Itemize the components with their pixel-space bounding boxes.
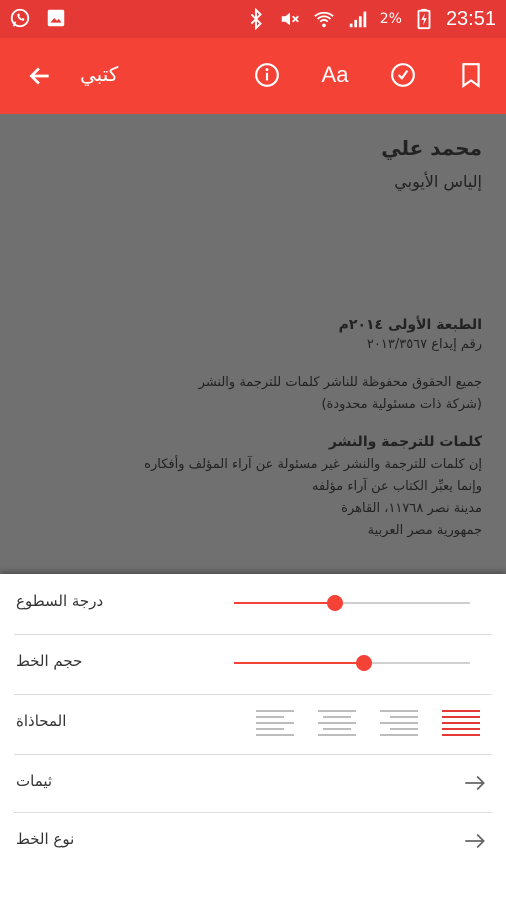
alignment-label: المحاذاة bbox=[16, 712, 67, 730]
align-center-button[interactable] bbox=[318, 706, 356, 740]
brightness-row bbox=[0, 574, 506, 632]
publisher-info bbox=[22, 454, 482, 542]
author-subtitle: إلياس الأيوبي bbox=[394, 172, 482, 191]
wifi-icon bbox=[312, 7, 336, 31]
mute-icon bbox=[278, 7, 302, 31]
slider-thumb[interactable] bbox=[327, 595, 343, 611]
rights-text bbox=[22, 372, 482, 416]
info-icon bbox=[254, 62, 280, 88]
edition-line: الطبعة الأولى ٢٠١٤م bbox=[338, 317, 482, 333]
gallery-icon bbox=[44, 6, 68, 30]
arrow-right-icon bbox=[462, 770, 488, 796]
brightness-slider[interactable] bbox=[234, 593, 470, 613]
clock-button[interactable] bbox=[386, 58, 420, 92]
themes-label: ثيمات bbox=[16, 772, 53, 790]
back-button[interactable] bbox=[22, 58, 58, 94]
alignment-row bbox=[0, 694, 506, 752]
slider-fill bbox=[234, 662, 364, 664]
arrow-right-icon bbox=[462, 828, 488, 854]
app-bar bbox=[0, 38, 506, 114]
author-name: محمد علي bbox=[381, 136, 482, 160]
bookmark-button[interactable] bbox=[454, 58, 488, 92]
bluetooth-icon bbox=[244, 7, 268, 31]
font-size-button[interactable] bbox=[318, 58, 352, 92]
info-button[interactable] bbox=[250, 58, 284, 92]
brightness-label: درجة السطوع bbox=[16, 592, 104, 610]
themes-row[interactable] bbox=[0, 754, 506, 812]
font-type-row[interactable] bbox=[0, 812, 506, 870]
publisher-line: جمهورية مصر العربية bbox=[367, 523, 482, 538]
font-size-icon: Aa bbox=[321, 62, 349, 87]
align-left-button[interactable] bbox=[256, 706, 294, 740]
slider-fill bbox=[234, 602, 335, 604]
signal-icon bbox=[346, 7, 370, 31]
reader-settings-panel bbox=[0, 574, 506, 900]
status-bar bbox=[0, 0, 506, 38]
book-page[interactable] bbox=[0, 114, 506, 574]
rights-line: جميع الحقوق محفوظة للناشر كلمات للترجمة والنشر bbox=[198, 375, 482, 390]
font-size-slider[interactable] bbox=[234, 653, 470, 673]
font-size-row bbox=[0, 634, 506, 692]
battery-percent: 2% bbox=[379, 11, 402, 27]
publisher-name: كلمات للترجمة والنشر bbox=[328, 434, 482, 450]
battery-charging-icon bbox=[412, 7, 436, 31]
font-size-label: حجم الخط bbox=[16, 652, 83, 670]
rights-line: (شركة ذات مسئولية محدودة) bbox=[321, 397, 482, 412]
app-title: كتبي bbox=[80, 62, 119, 86]
bookmark-icon bbox=[460, 62, 482, 88]
publisher-line: إن كلمات للترجمة والنشر غير مسئولة عن آراء المؤلف وأفكاره bbox=[144, 457, 482, 472]
clock-icon bbox=[390, 62, 416, 88]
clock-time: 23:51 bbox=[445, 7, 496, 30]
slider-thumb[interactable] bbox=[356, 655, 372, 671]
align-justify-button[interactable] bbox=[442, 706, 480, 740]
deposit-number: رقم إيداع ٢٠١٣/٣٥٦٧ bbox=[366, 337, 482, 352]
arrow-left-icon bbox=[27, 63, 53, 89]
publisher-line: مدينة نصر ١١٧٦٨، القاهرة bbox=[341, 501, 482, 516]
font-type-label: نوع الخط bbox=[16, 830, 75, 848]
align-right-button[interactable] bbox=[380, 706, 418, 740]
publisher-line: وإنما يعبِّر الكتاب عن آراء مؤلفه bbox=[312, 479, 482, 494]
whatsapp-icon bbox=[8, 6, 32, 30]
